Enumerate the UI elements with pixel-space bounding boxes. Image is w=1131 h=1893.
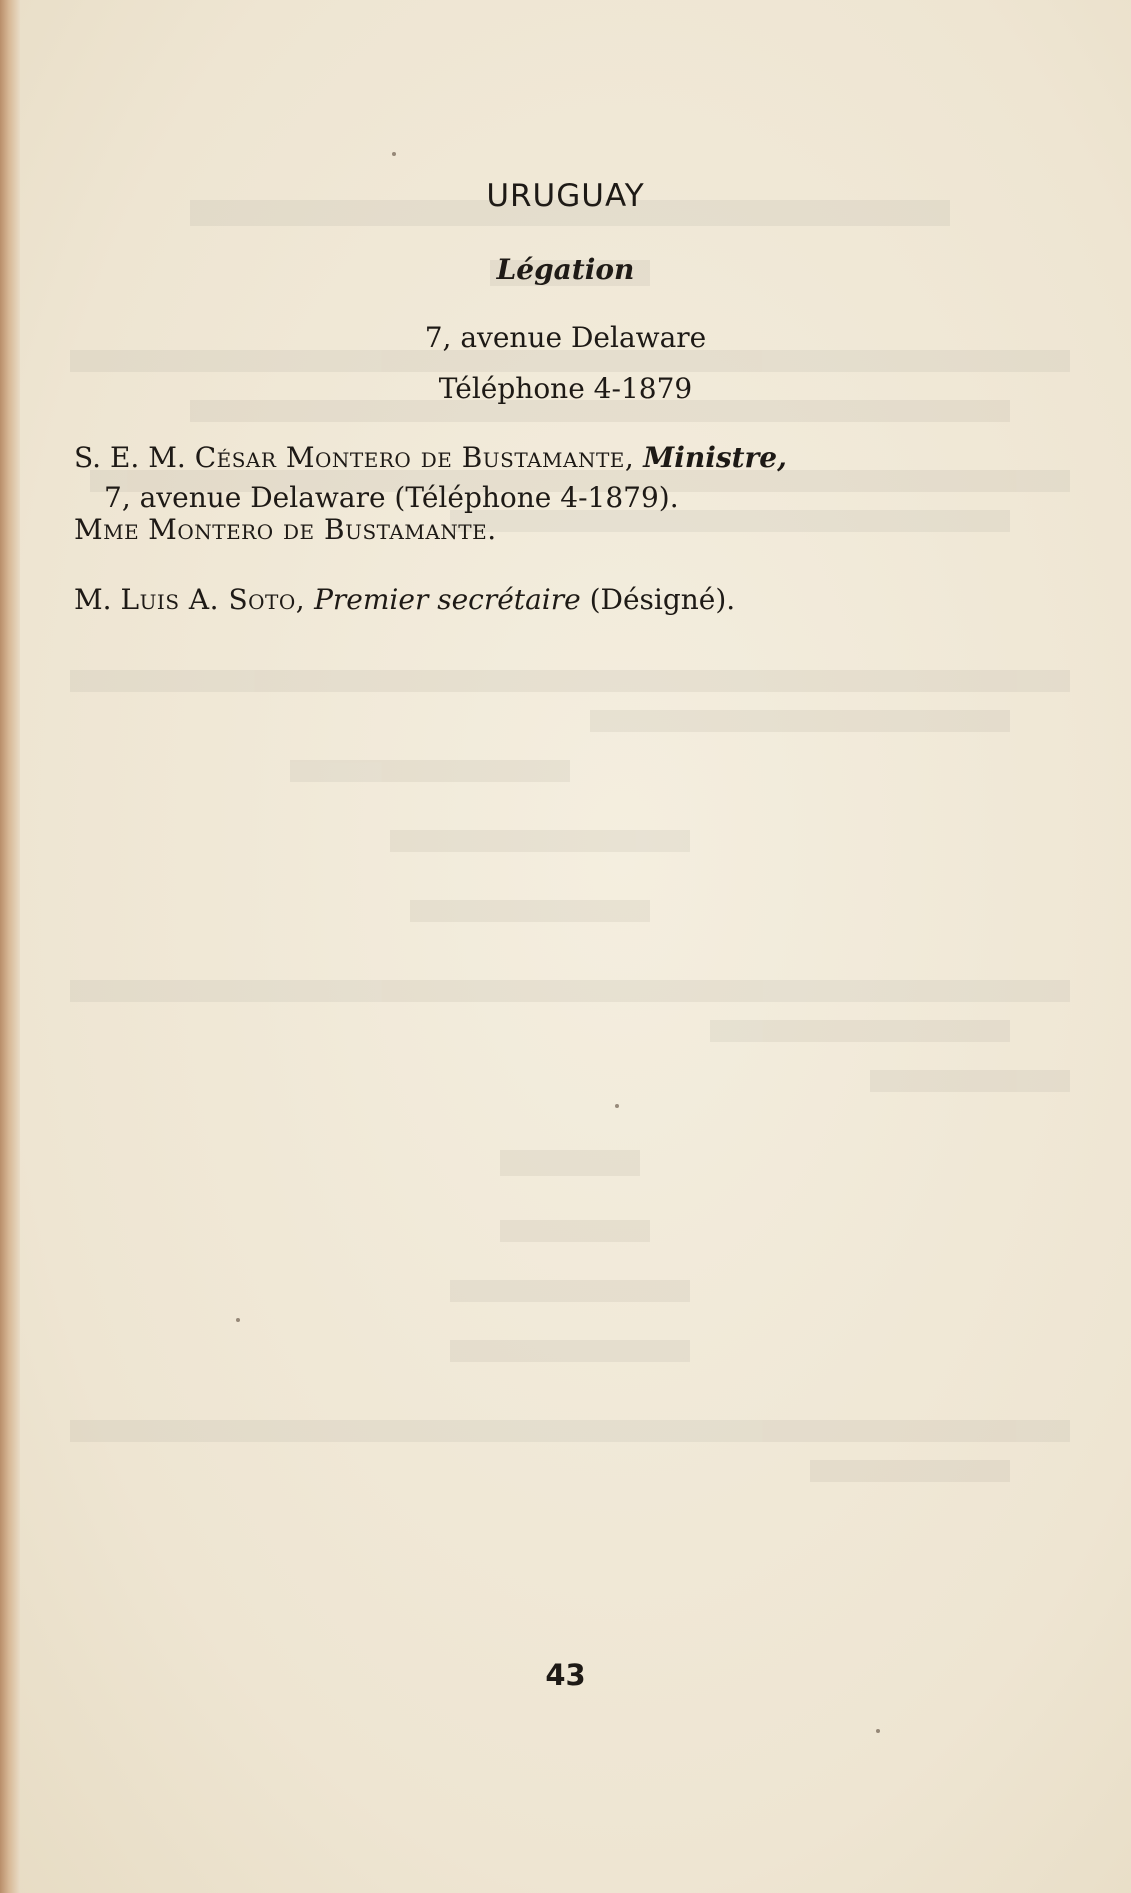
- entry-spouse: [74, 510, 497, 550]
- entry-minister: [74, 438, 787, 518]
- entry-title: Premier secrétaire: [314, 583, 581, 616]
- paper-speck: [392, 152, 396, 156]
- paper-speck: [615, 1104, 619, 1108]
- entry-name: César Montero de Bustamante,: [194, 441, 635, 474]
- entry-note: (Désigné).: [589, 583, 736, 616]
- entry-name: Montero de Bustamante.: [148, 513, 497, 546]
- entry-prefix: M.: [74, 583, 112, 616]
- mission-type: Légation: [496, 253, 635, 286]
- entry-prefix: S. E. M.: [74, 441, 186, 474]
- page-number: 43: [545, 1658, 586, 1692]
- entry-name: Luis A. Soto,: [120, 583, 306, 616]
- paper-speck: [236, 1318, 240, 1322]
- entry-secretary: [74, 580, 735, 620]
- country-heading: URUGUAY: [486, 178, 645, 214]
- entry-prefix: Mme: [74, 513, 140, 546]
- mission-address: 7, avenue Delaware: [424, 321, 707, 354]
- mission-telephone: Téléphone 4-1879: [438, 372, 693, 405]
- entry-detail: 7, avenue Delaware (Téléphone 4-1879).: [104, 481, 679, 514]
- paper-speck: [876, 1729, 880, 1733]
- entry-title: Ministre,: [643, 441, 787, 474]
